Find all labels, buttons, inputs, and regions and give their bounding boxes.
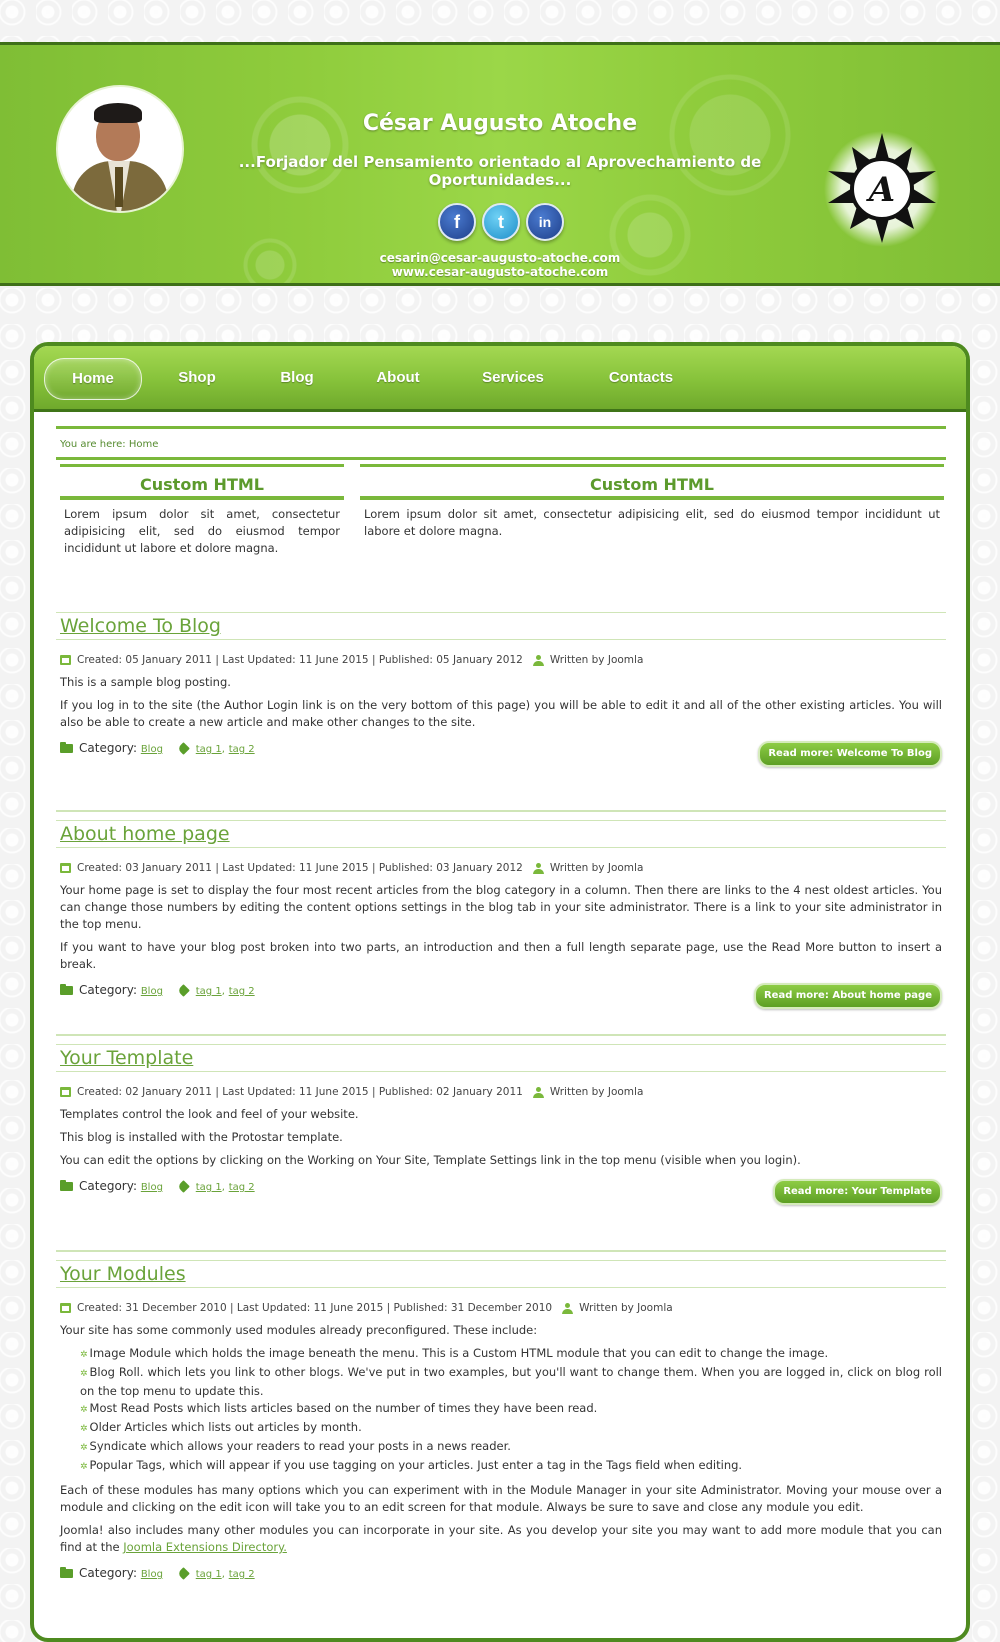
blog-article [56,1044,946,1209]
article-footer: Category: Blog tag 1, tag 2 Read more: About home page [56,983,946,1013]
facebook-icon[interactable]: f [438,203,476,241]
list-item: ✲ Popular Tags, which will appear if you use tagging on your articles. Just enter a tag in the Tags field when editing. [80,1458,743,1472]
nav-home[interactable]: Home [44,358,142,400]
article-meta: Created: 02 January 2011 | Last Updated: 11 June 2015 | Published: 02 January 2011 Written by Joomla [56,1084,946,1100]
article-paragraph: This blog is installed with the Protostar template. [60,1130,343,1144]
site-slogan: ...Forjador del Pensamiento orientado al Aprovechamiento de Oportunidades... [238,153,762,189]
logo-sun-icon [822,129,942,249]
contact-info [300,251,700,279]
contact-email[interactable]: cesarin@cesar-augusto-atoche.com [379,251,621,265]
list-item: ✲ Syndicate which allows your readers to read your posts in a news reader. [80,1439,511,1453]
site-header [0,42,1000,286]
article-title[interactable]: Welcome To Blog [56,612,946,640]
module-title: Custom HTML [360,464,944,500]
article-title[interactable]: Your Modules [56,1260,946,1288]
divider [56,810,946,812]
blog-article [56,612,946,771]
category-link[interactable]: Blog [140,1569,163,1580]
category-link[interactable]: Blog [140,986,163,997]
article-paragraph: Your site has some commonly used modules already preconfigured. These include: [60,1323,538,1337]
article-paragraph: Each of these modules has many options which you can experiment with in the Module Manager in your site Administrator. Moving your mouse over a module and clicking on the edit icon will take you to an edit screen for that module. Always be sure to save and close any module you edit. [60,1483,942,1514]
social-links [438,203,564,243]
tag-link[interactable]: tag 2 [228,744,255,755]
module-body: Lorem ipsum dolor sit amet, consectetur adipisicing elit, sed do eiusmod tempor incididunt ut labore et dolore magna. [364,507,940,538]
tag-link[interactable]: tag 1 [195,986,222,997]
article-paragraph: You can edit the options by clicking on the Working on Your Site, Template Settings link in the top menu (visible when you login). [60,1153,801,1167]
avatar [58,87,182,211]
folder-icon [60,1569,73,1578]
module-title: Custom HTML [60,464,344,500]
article-paragraph: This is a sample blog posting. [60,675,231,689]
category-link[interactable]: Blog [140,1182,163,1193]
user-icon [533,655,544,666]
calendar-icon [60,1087,71,1097]
main-container [30,342,970,1642]
article-title[interactable]: Your Template [56,1044,946,1072]
custom-html-module-2 [360,464,944,546]
tag-link[interactable]: tag 2 [228,1569,255,1580]
article-paragraph: If you log in to the site (the Author Login link is on the very bottom of this page) you will be able to edit it and all of the other existing articles. You will also be able to create a new article and make other changes to the site. [60,698,942,729]
article-meta: Created: 03 January 2011 | Last Updated: 11 June 2015 | Published: 03 January 2012 Written by Joomla [56,860,946,876]
user-icon [562,1303,573,1314]
tag-icon [177,1180,190,1193]
module-body: Lorem ipsum dolor sit amet, consectetur adipisicing elit, sed do eiusmod tempor incididunt ut labore et dolore magna. [64,507,340,555]
logo-letter: A [868,170,896,210]
user-icon [533,863,544,874]
tag-icon [177,984,190,997]
read-more-button[interactable]: Read more: Your Template [773,1179,942,1205]
list-item: ✲ Image Module which holds the image beneath the menu. This is a Custom HTML module that you can edit to change the image. [80,1346,829,1360]
tag-link[interactable]: tag 2 [228,986,255,997]
nav-about[interactable]: About [376,369,420,386]
folder-icon [60,986,73,995]
calendar-icon [60,1303,71,1313]
tag-icon [177,742,190,755]
tag-link[interactable]: tag 1 [195,1182,222,1193]
folder-icon [60,744,73,753]
main-navigation [34,346,966,412]
tag-link[interactable]: tag 1 [195,744,222,755]
list-item: ✲ Older Articles which lists out articles by month. [80,1420,362,1434]
tag-link[interactable]: tag 2 [228,1182,255,1193]
calendar-icon [60,863,71,873]
twitter-icon[interactable]: t [482,203,520,241]
folder-icon [60,1182,73,1191]
tag-link[interactable]: tag 1 [195,1569,222,1580]
blog-article [56,1260,946,1596]
article-paragraph: Templates control the look and feel of your website. [60,1107,359,1121]
nav-contacts[interactable]: Contacts [608,369,674,386]
divider [56,1250,946,1252]
nav-services[interactable]: Services [482,369,544,386]
tag-icon [177,1567,190,1580]
breadcrumb: You are here: Home [56,426,946,460]
list-item: ✲ Blog Roll. which lets you link to other blogs. We've put in two examples, but you'll want to change them. When you are logged in, click on blog roll on the top menu to update this. [80,1365,942,1398]
linkedin-icon[interactable]: in [526,203,564,241]
article-paragraph: Your home page is set to display the four most recent articles from the blog category in a column. Then there are links to the 4 nest oldest articles. You can change those numbers by editing the content options settings in the blog tab in your site administrator. There is a link to your site administrator in the top menu. [60,883,942,931]
nav-shop[interactable]: Shop [178,369,216,386]
calendar-icon [60,655,71,665]
category-link[interactable]: Blog [140,744,163,755]
article-meta: Created: 05 January 2011 | Last Updated: 11 June 2015 | Published: 05 January 2012 Written by Joomla [56,652,946,668]
blog-article [56,820,946,1013]
read-more-button[interactable]: Read more: About home page [754,983,942,1009]
divider [56,1034,946,1036]
article-footer: Category: Blog tag 1, tag 2 Read more: Your Template [56,1179,946,1209]
article-footer: Category: Blog tag 1, tag 2 [56,1566,946,1596]
custom-html-module-1 [60,464,344,563]
article-footer: Category: Blog tag 1, tag 2 Read more: Welcome To Blog [56,741,946,771]
article-meta: Created: 31 December 2010 | Last Updated: 11 June 2015 | Published: 31 December 2010 Written by Joomla [56,1300,946,1316]
user-icon [533,1087,544,1098]
article-paragraph: If you want to have your blog post broken into two parts, an introduction and then a full length separate page, use the Read More button to insert a break. [60,940,942,971]
article-paragraph: Joomla! also includes many other modules you can incorporate in your site. As you develop your site you may want to add more module that you can find at the Joomla Extensions Directory. [60,1523,942,1554]
nav-blog[interactable]: Blog [280,369,314,386]
extensions-directory-link[interactable]: Joomla Extensions Directory. [123,1540,287,1554]
article-title[interactable]: About home page [56,820,946,848]
module-list [56,1345,946,1476]
contact-website[interactable]: www.cesar-augusto-atoche.com [391,265,609,279]
read-more-button[interactable]: Read more: Welcome To Blog [758,741,942,767]
site-title: César Augusto Atoche [362,111,638,136]
list-item: ✲ Most Read Posts which lists articles based on the number of times they have been read. [80,1401,598,1415]
